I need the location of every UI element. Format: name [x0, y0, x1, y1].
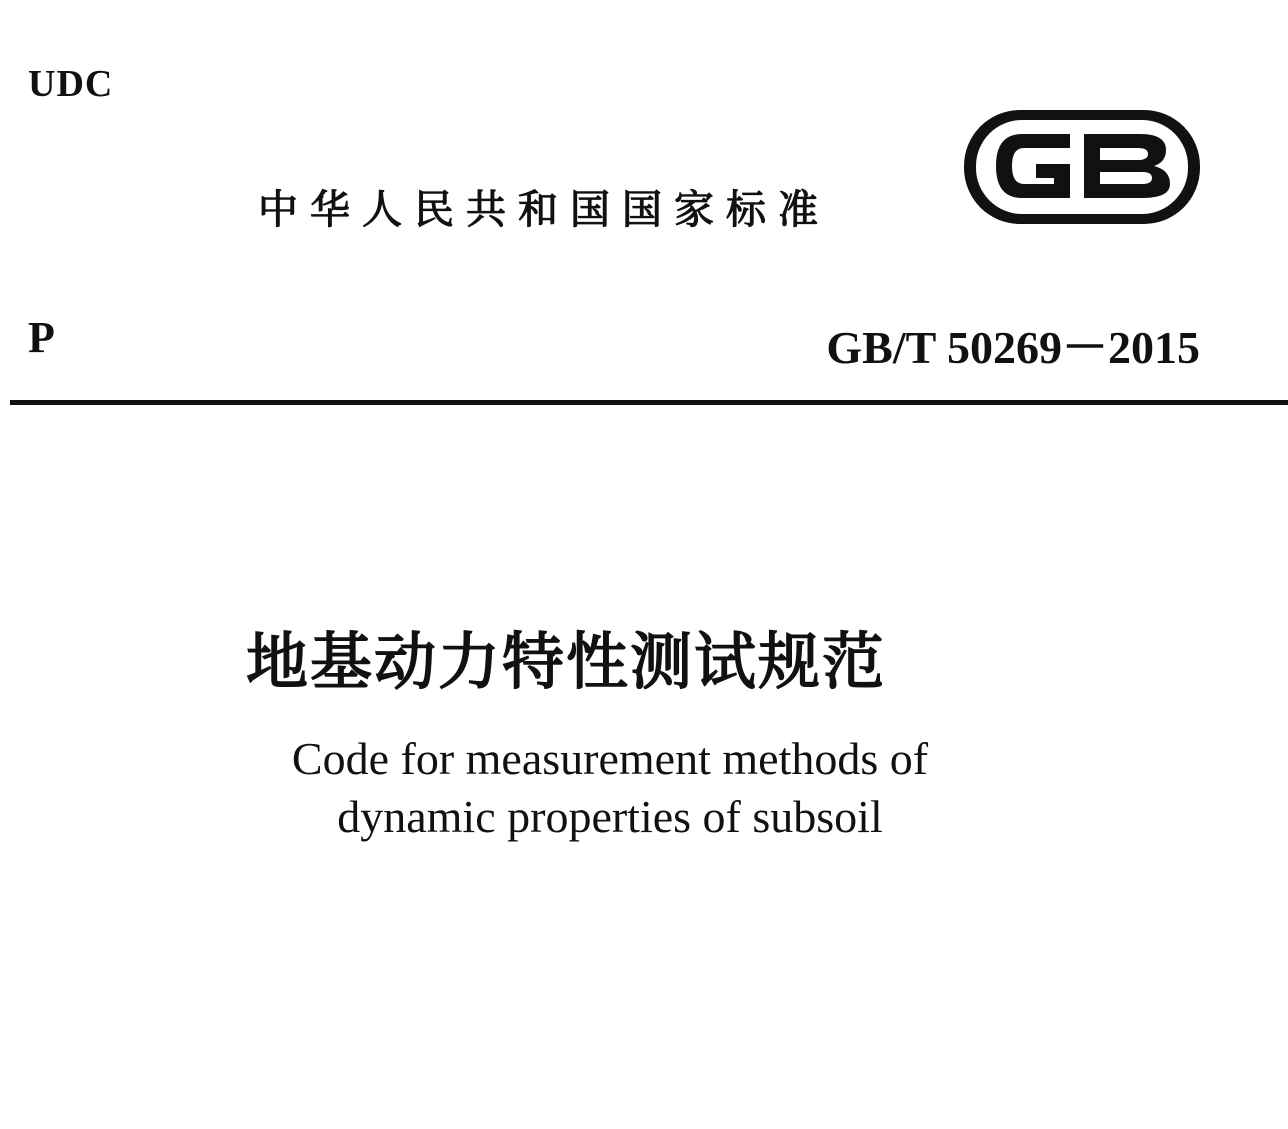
standard-number: GB/T 50269－2015 [826, 322, 1200, 373]
english-title-line-2: dynamic properties of subsoil [337, 791, 883, 842]
chinese-title: 地基动力特性测试规范 [246, 625, 887, 698]
header-divider [10, 400, 1288, 405]
udc-label: UDC [28, 63, 114, 105]
english-title [200, 730, 1020, 846]
classification-code: P [28, 313, 55, 362]
national-standard-title: 中华人民共和国国家标准 [258, 187, 830, 233]
english-title-line-1: Code for measurement methods of [291, 733, 929, 784]
gb-logo-icon [962, 106, 1202, 226]
